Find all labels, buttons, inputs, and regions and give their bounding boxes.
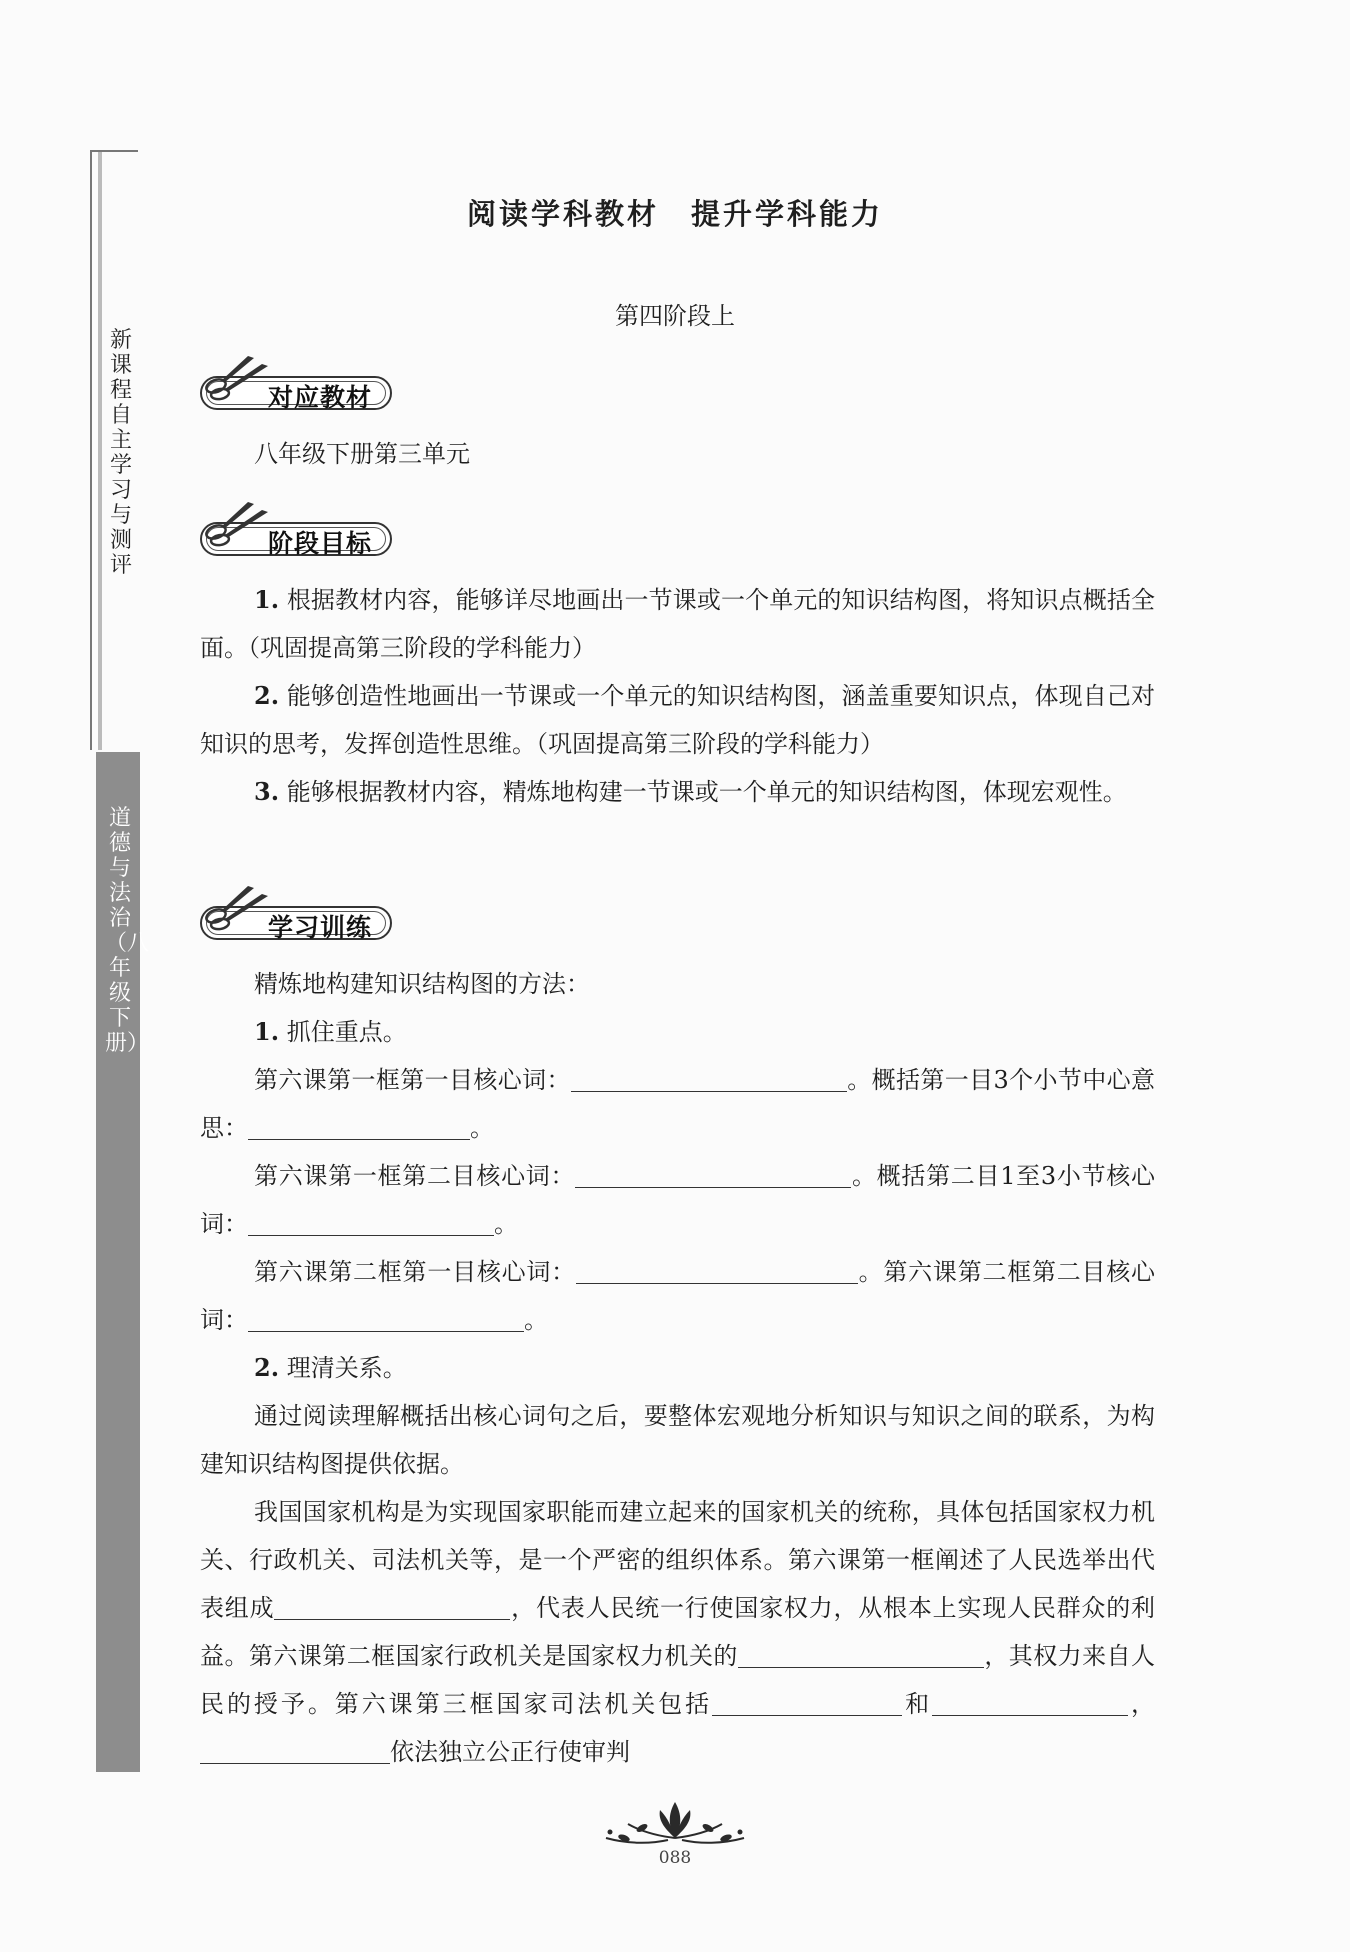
answer-blank[interactable] bbox=[932, 1690, 1128, 1716]
paragraph-text: 依法独立公正行使审判 bbox=[390, 1738, 630, 1766]
section-heading-label: 阶段目标 bbox=[268, 529, 373, 558]
question-text: 。 bbox=[470, 1114, 494, 1142]
page-subtitle: 第四阶段上 bbox=[615, 302, 735, 330]
question-3 bbox=[200, 1248, 1155, 1344]
answer-blank[interactable] bbox=[571, 1066, 847, 1092]
goal-text: 能够创造性地画出一节课或一个单元的知识结构图，涵盖重要知识点，体现自己对知识的思考，发挥创造性思维。（巩固提高第三阶段的学科能力） bbox=[200, 682, 1155, 758]
question-text: 。 bbox=[524, 1306, 548, 1334]
step-number: 1. bbox=[254, 1017, 280, 1046]
answer-blank[interactable] bbox=[576, 1258, 858, 1284]
section-heading-textbook bbox=[196, 352, 406, 412]
paragraph-text: 我国国家机构是为实现国家职能而建立起来的国家机关的统称，具体包括国家权力机关、行政机关、司法机关等，是一个严密的组织体系。第六课第一框阐述了人民选举出代表组成 bbox=[200, 1498, 1155, 1622]
textbook-scope-text: 八年级下册第三单元 bbox=[254, 440, 470, 468]
answer-blank[interactable] bbox=[274, 1594, 510, 1620]
goal-number: 3. bbox=[254, 777, 280, 806]
question-text: 。 bbox=[494, 1210, 518, 1238]
goal-text: 能够根据教材内容，精炼地构建一节课或一个单元的知识结构图，体现宏观性。 bbox=[286, 778, 1127, 806]
section-heading-practice bbox=[196, 882, 406, 942]
question-text: 第六课第一框第一目核心词： bbox=[254, 1066, 571, 1094]
sidebar-subject-label: 道德与法治（八年级下册） bbox=[105, 806, 150, 1056]
answer-blank[interactable] bbox=[248, 1210, 494, 1236]
paragraph-text: ， bbox=[1128, 1690, 1156, 1718]
scissors-icon bbox=[196, 352, 276, 402]
goal-number: 1. bbox=[254, 585, 280, 614]
question-text: 第六课第二框第一目核心词： bbox=[254, 1258, 576, 1286]
step-text: 抓住重点。 bbox=[286, 1018, 407, 1046]
question-text: 第六课第一框第二目核心词： bbox=[254, 1162, 576, 1190]
paragraph-text: ，代表人民统一行使国家权力，从根本上实现人民群众的利益。第六课第二框国家行政机关是国家权力机关的 bbox=[200, 1594, 1156, 1670]
sidebar-series-title: 新课程自主学习与测评 bbox=[109, 328, 132, 578]
answer-blank[interactable] bbox=[712, 1690, 902, 1716]
question-text: 。概括第二目1至3小节核心词： bbox=[200, 1162, 1155, 1238]
section-heading-label: 对应教材 bbox=[268, 383, 373, 412]
scissors-icon bbox=[196, 498, 276, 548]
goal-item-2 bbox=[200, 672, 1155, 768]
answer-blank[interactable] bbox=[575, 1162, 851, 1188]
fill-in-paragraph bbox=[200, 1488, 1155, 1776]
scissors-icon bbox=[196, 882, 276, 932]
answer-blank[interactable] bbox=[200, 1738, 390, 1764]
goal-item-3 bbox=[200, 768, 1155, 816]
answer-blank[interactable] bbox=[738, 1642, 984, 1668]
section-heading-label: 学习训练 bbox=[268, 913, 373, 942]
question-text: 。概括第一目3个小节中心意思： bbox=[200, 1066, 1155, 1142]
explanation-paragraph: 通过阅读理解概括出核心词句之后，要整体宏观地分析知识与知识之间的联系，为构建知识结构图提供依据。 bbox=[200, 1402, 1155, 1478]
answer-blank[interactable] bbox=[248, 1114, 470, 1140]
page-title: 阅读学科教材 提升学科能力 bbox=[466, 197, 883, 231]
step-number: 2. bbox=[254, 1353, 280, 1382]
paragraph-text: ，其权力来自人民的授予。第六课第三框国家司法机关包括 bbox=[200, 1642, 1156, 1718]
question-2 bbox=[200, 1152, 1155, 1248]
answer-blank[interactable] bbox=[248, 1306, 524, 1332]
goal-text: 根据教材内容，能够详尽地画出一节课或一个单元的知识结构图，将知识点概括全面。（巩固提高第三阶段的学科能力） bbox=[200, 586, 1155, 662]
page-number: 088 bbox=[658, 1848, 692, 1868]
practice-step-2 bbox=[200, 1344, 1155, 1392]
goal-number: 2. bbox=[254, 681, 280, 710]
goal-item-1 bbox=[200, 576, 1155, 672]
question-1 bbox=[200, 1056, 1155, 1152]
practice-step-1 bbox=[200, 1008, 1155, 1056]
step-text: 理清关系。 bbox=[286, 1354, 407, 1382]
footer-ornament-icon bbox=[598, 1798, 752, 1848]
practice-intro: 精炼地构建知识结构图的方法： bbox=[254, 970, 590, 998]
paragraph-text: 和 bbox=[902, 1690, 933, 1718]
question-text: 。第六课第二框第二目核心词： bbox=[200, 1258, 1156, 1334]
section-heading-goals bbox=[196, 498, 406, 558]
